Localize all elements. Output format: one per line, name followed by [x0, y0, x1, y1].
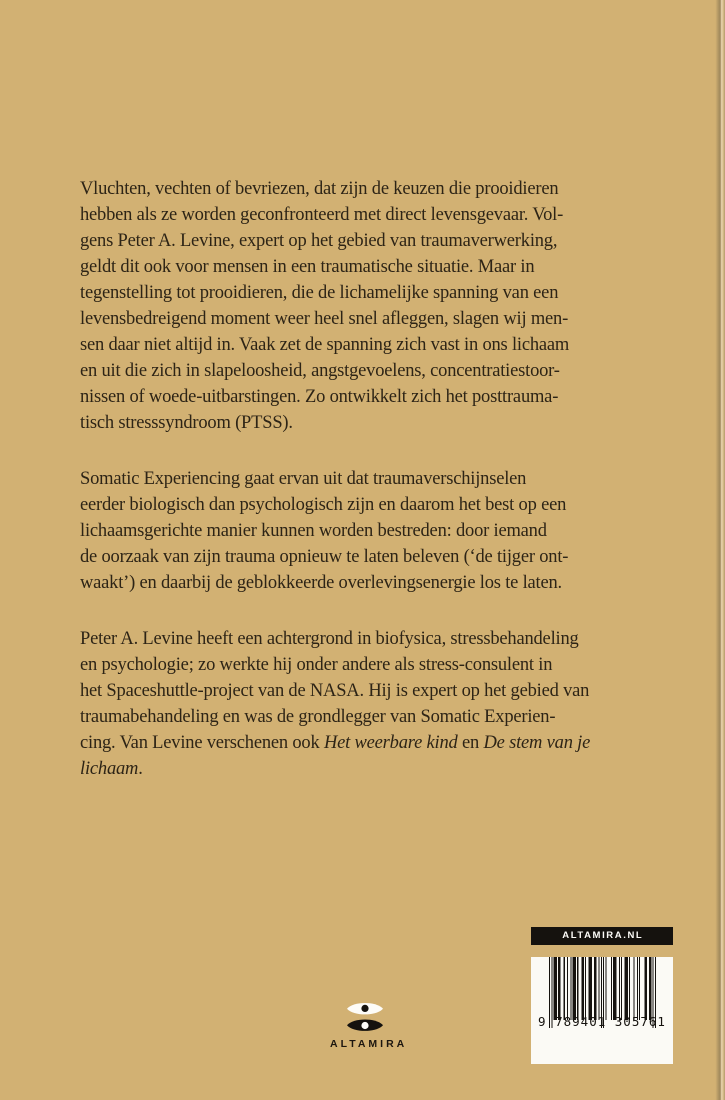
text-line: traumabehandeling en was de grondlegger van Somatic Experien-: [80, 707, 556, 727]
page-edge-shading: [709, 0, 725, 1100]
text-line: tisch stresssyndroom (PTSS).: [80, 413, 293, 433]
text-line: en uit die zich in slapeloosheid, angstgevoelens, concentratiestoor-: [80, 361, 560, 381]
publisher-name: ALTAMIRA: [330, 1038, 408, 1050]
text-line: nissen of woede-uitbarstingen. Zo ontwikkelt zich het posttrauma-: [80, 387, 559, 407]
barcode-block: [531, 927, 673, 1064]
text-line: cing. Van Levine verschenen ook Het weerbare kind en De stem van je: [80, 733, 591, 753]
text-line: gens Peter A. Levine, expert op het gebied van traumaverwerking,: [80, 231, 558, 251]
paragraph: [80, 466, 662, 596]
text-line: de oorzaak van zijn trauma opnieuw te laten beleven (‘de tijger ont-: [80, 547, 569, 567]
text-line: geldt dit ook voor mensen in een traumatische situatie. Maar in: [80, 257, 535, 277]
publisher-logo: [327, 1000, 408, 1050]
text-line: levensbedreigend moment weer heel snel afleggen, slagen wij men-: [80, 309, 569, 329]
text-line: Vluchten, vechten of bevriezen, dat zijn de keuzen die prooidieren: [80, 179, 559, 199]
text-line: lichaamsgerichte manier kunnen worden bestreden: door iemand: [80, 521, 547, 541]
text-line: waakt’) en daarbij de geblokkeerde overlevingsenergie los te laten.: [80, 573, 562, 593]
text-line: tegenstelling tot prooidieren, die de lichamelijke spanning van een: [80, 283, 559, 303]
back-cover-body-text: [80, 176, 662, 782]
text-line: het Spaceshuttle-project van de NASA. Hij is expert op het gebied van: [80, 681, 590, 701]
text-line: hebben als ze worden geconfronteerd met direct levensgevaar. Vol-: [80, 205, 564, 225]
isbn-number: 9 789401 305761: [538, 1014, 666, 1029]
text-line: en psychologie; zo werkte hij onder andere als stress-consulent in: [80, 655, 553, 675]
publisher-website: ALTAMIRA.NL: [531, 927, 673, 945]
text-line: lichaam.: [80, 759, 143, 779]
barcode-panel: [531, 957, 673, 1064]
text-line: eerder biologisch dan psychologisch zijn en daarom het best op een: [80, 495, 567, 515]
altamira-double-eye-icon: [346, 1000, 384, 1034]
text-line: Peter A. Levine heeft een achtergrond in biofysica, stressbehandeling: [80, 629, 579, 649]
text-line: sen daar niet altijd in. Vaak zet de spanning zich vast in ons lichaam: [80, 335, 570, 355]
text-line: Somatic Experiencing gaat ervan uit dat traumaverschijnselen: [80, 469, 527, 489]
paragraph: [80, 626, 662, 782]
paragraph: [80, 176, 662, 436]
